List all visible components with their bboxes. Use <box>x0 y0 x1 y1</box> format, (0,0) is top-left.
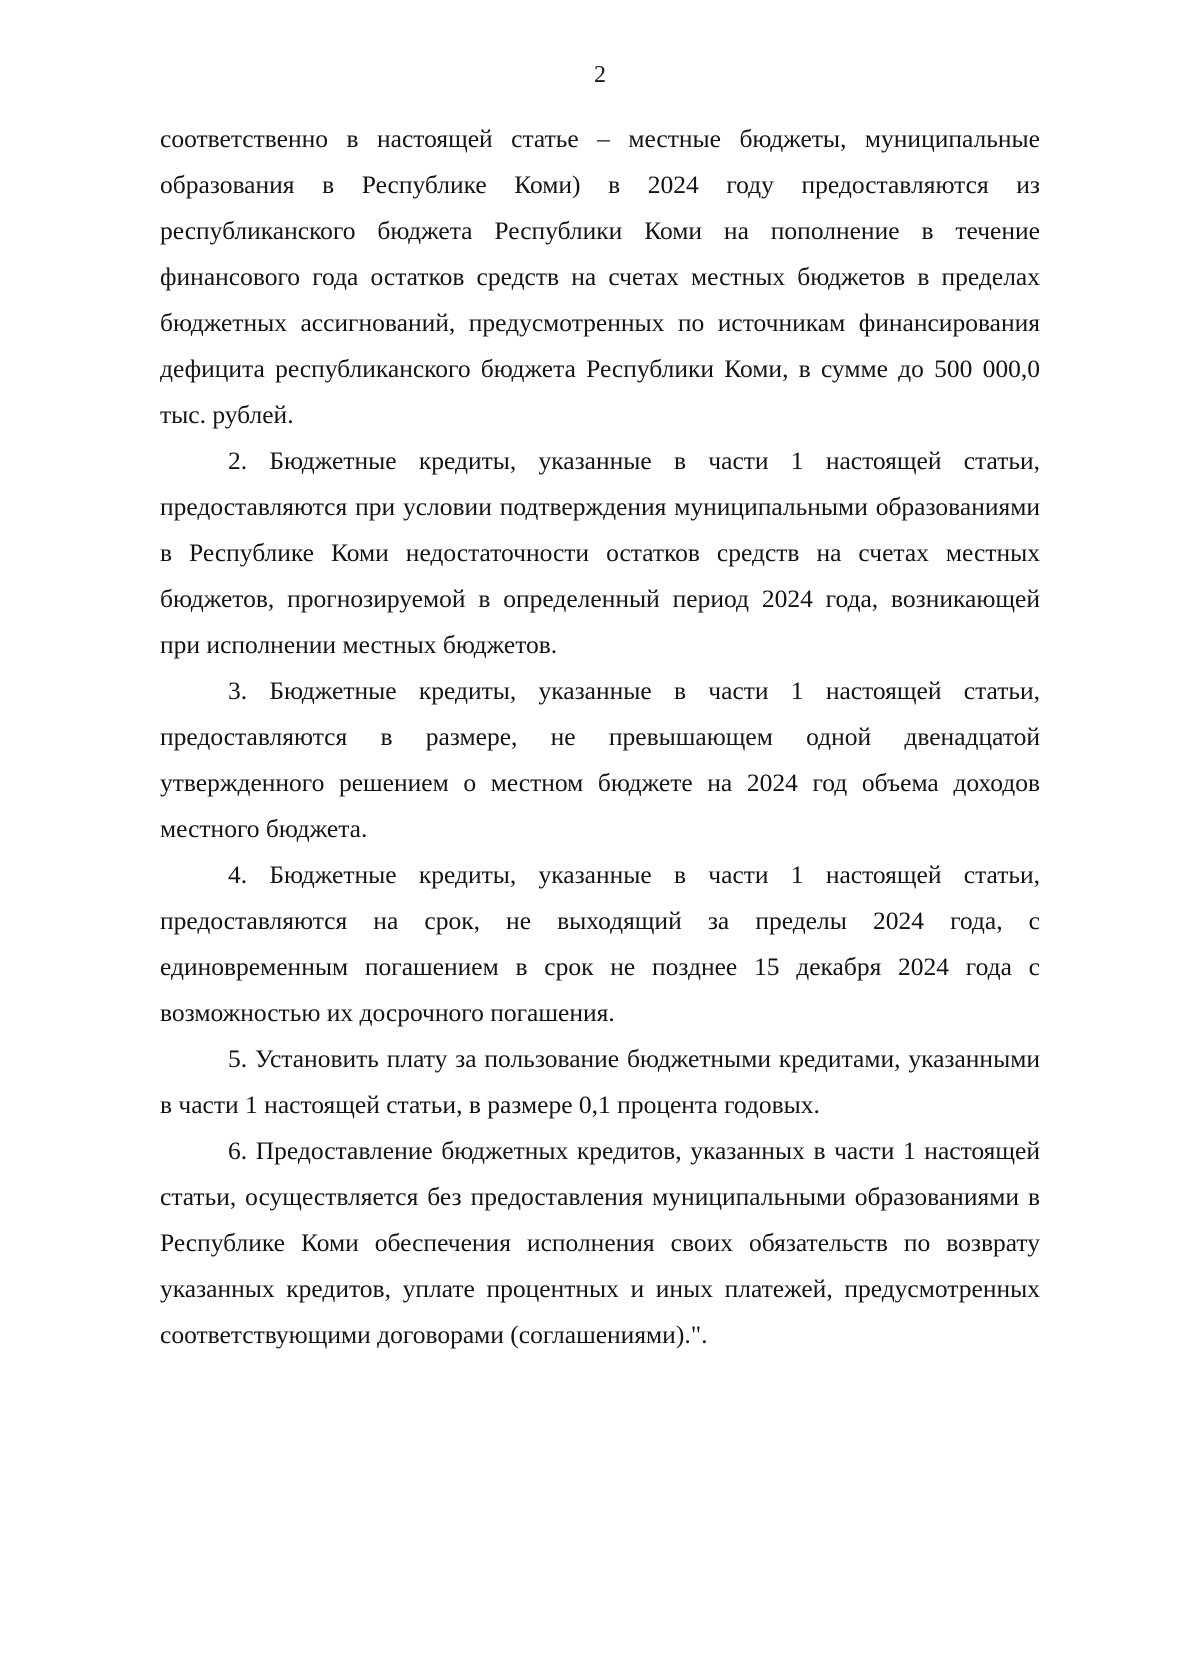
paragraph-item-4: 4. Бюджетные кредиты, указанные в части 1 настоящей статьи, предоставляются на срок, не выходящий за пределы 2024 года, с единовременным погашением в срок не позднее 15 декабря 2024 года с возможностью их досрочного погашения. <box>160 860 1040 1027</box>
paragraph-continuation: соответственно в настоящей статье – местные бюджеты, муниципальные образования в Республике Коми) в 2024 году предоставляются из республиканского бюджета Республики Коми на пополнение в течение финансового года остатков средств на счетах местных бюджетов в пределах бюджетных ассигнований, предусмотренных по источникам финансирования дефицита республиканского бюджета Республики Коми, в сумме до 500 000,0 тыс. рублей. <box>160 124 1040 429</box>
document-body <box>160 116 1040 1358</box>
page-number: 2 <box>594 62 606 88</box>
paragraph-item-2: 2. Бюджетные кредиты, указанные в части 1 настоящей статьи, предоставляются при условии подтверждения муниципальными образованиями в Республике Коми недостаточности остатков средств на счетах местных бюджетов, прогнозируемой в определенный период 2024 года, возникающей при исполнении местных бюджетов. <box>160 446 1040 659</box>
paragraph-item-6: 6. Предоставление бюджетных кредитов, указанных в части 1 настоящей статьи, осуществляется без предоставления муниципальными образованиями в Республике Коми обеспечения исполнения своих обязательств по возврату указанных кредитов, уплате процентных и иных платежей, предусмотренных соответствующими договорами (соглашениями).". <box>160 1136 1040 1349</box>
paragraph-item-3: 3. Бюджетные кредиты, указанные в части 1 настоящей статьи, предоставляются в размере, не превышающем одной двенадцатой утвержденного решением о местном бюджете на 2024 год объема доходов местного бюджета. <box>160 676 1040 843</box>
paragraph-item-5: 5. Установить плату за пользование бюджетными кредитами, указанными в части 1 настоящей статьи, в размере 0,1 процента годовых. <box>160 1044 1040 1119</box>
